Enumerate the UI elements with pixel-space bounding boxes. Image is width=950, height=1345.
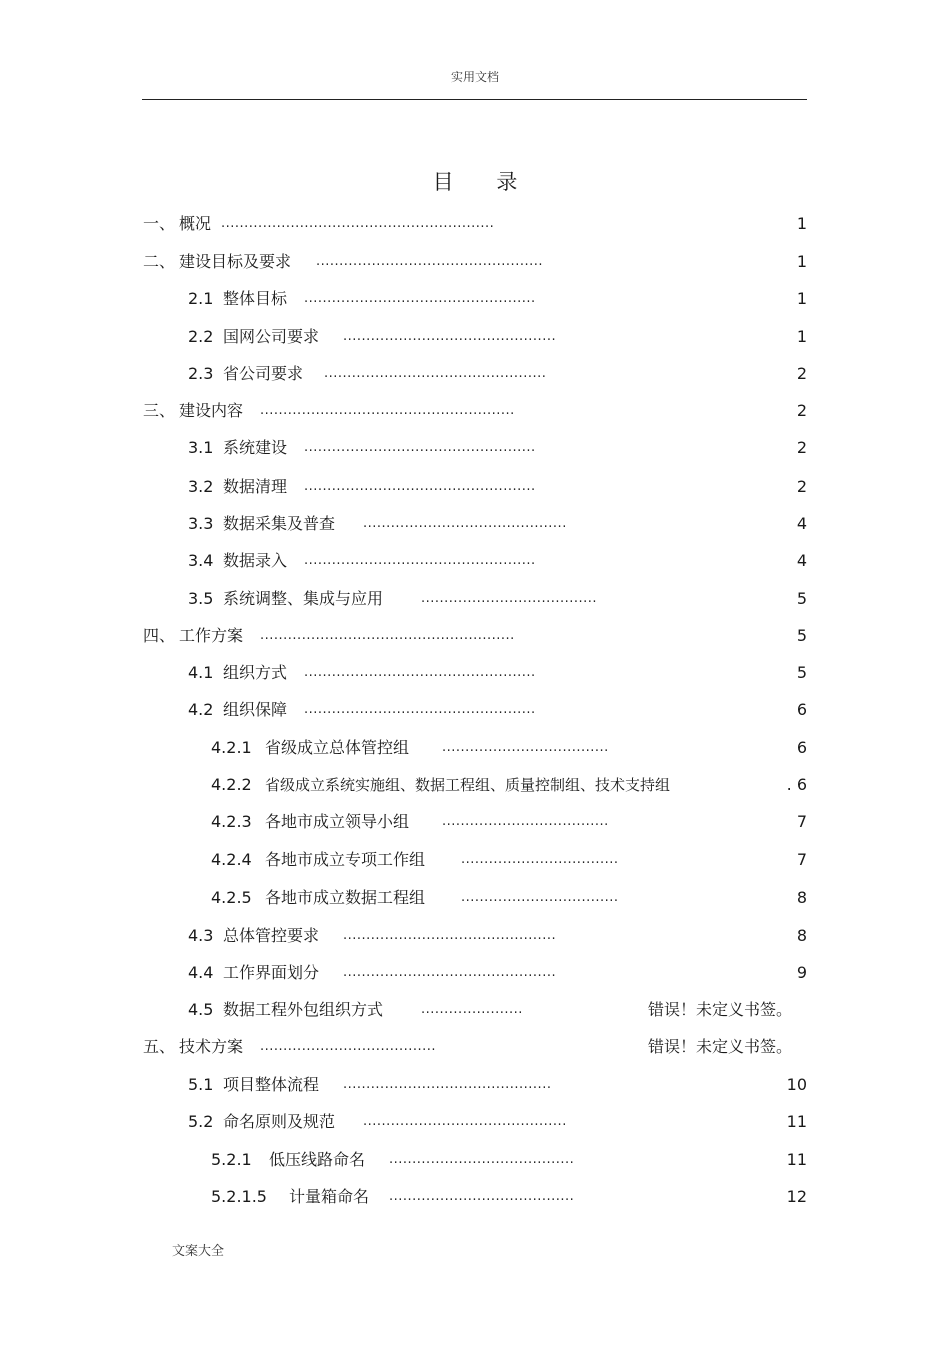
- toc-entry-number: 2.2: [188, 327, 214, 346]
- toc-entry-title: 工作界面划分: [223, 963, 320, 982]
- toc-entry-page: 4: [796, 514, 807, 533]
- toc-entry-page: 6: [796, 738, 807, 757]
- toc-entry-number: 5.2.1: [211, 1150, 252, 1169]
- toc-entry-number: 5.1: [188, 1075, 214, 1094]
- toc-entry-leader: ...........................................................: [221, 216, 495, 231]
- toc-entry-title: 项目整体流程: [223, 1075, 320, 1094]
- toc-entry-1[interactable]: [0, 212, 950, 236]
- toc-entry-title: 组织保障: [223, 700, 288, 719]
- toc-entry-leader: ............................................: [363, 516, 567, 531]
- toc-entry-5-1[interactable]: [0, 1073, 950, 1097]
- toc-entry-number: 4.2.5: [211, 888, 252, 907]
- toc-entry-leader: .......................................................: [260, 628, 515, 643]
- toc-entry-leader: ........................................: [389, 1152, 575, 1167]
- toc-entry-page: 1: [796, 214, 807, 233]
- toc-entry-4-2-1[interactable]: [0, 736, 950, 760]
- toc-title: 目 录: [432, 170, 536, 194]
- toc-entry-3-2[interactable]: [0, 475, 950, 499]
- toc-entry-4-4[interactable]: [0, 961, 950, 985]
- toc-entry-number: 3.5: [188, 589, 214, 608]
- toc-entry-leader: .......................................................: [260, 403, 515, 418]
- toc-entry-number: 一、: [143, 214, 176, 233]
- toc-entry-leader: ..................................................: [304, 665, 536, 680]
- toc-entry-leader: ..................................................: [304, 479, 536, 494]
- toc-entry-page: 4: [796, 551, 807, 570]
- toc-entry-page: 2: [796, 364, 807, 383]
- toc-entry-number: 4.2.2: [211, 775, 252, 794]
- toc-entry-title: 省级成立系统实施组、数据工程组、质量控制组、技术支持组: [265, 776, 671, 794]
- toc-entry-title: 省级成立总体管控组: [265, 738, 410, 757]
- toc-entry-5-2[interactable]: [0, 1110, 950, 1134]
- toc-entry-5-2-1[interactable]: [0, 1148, 950, 1172]
- toc-entry-page: . 6: [786, 775, 807, 794]
- toc-entry-page: 7: [796, 812, 807, 831]
- toc-entry-number: 4.3: [188, 926, 214, 945]
- toc-entry-page: 9: [796, 963, 807, 982]
- toc-entry-number: 三、: [143, 401, 176, 420]
- toc-entry-page: 10: [786, 1075, 807, 1094]
- toc-entry-title: 数据工程外包组织方式: [223, 1000, 384, 1019]
- toc-entry-page-error: 错误！未定义书签。: [647, 1037, 792, 1056]
- toc-entry-page: 2: [796, 438, 807, 457]
- toc-entry-number: 五、: [143, 1037, 176, 1056]
- toc-entry-4-3[interactable]: [0, 924, 950, 948]
- toc-entry-page: 2: [796, 477, 807, 496]
- toc-entry-page: 8: [796, 888, 807, 907]
- toc-entry-number: 2.1: [188, 289, 214, 308]
- toc-entry-title: 命名原则及规范: [223, 1112, 336, 1131]
- toc-entry-page: 8: [796, 926, 807, 945]
- toc-entry-leader: .................................................: [316, 254, 543, 269]
- toc-entry-leader: ..................................................: [304, 702, 536, 717]
- toc-entry-page: 6: [796, 700, 807, 719]
- toc-entry-4-2-2[interactable]: [0, 773, 950, 797]
- toc-entry-leader: ........................................: [389, 1189, 575, 1204]
- toc-entry-title: 工作方案: [179, 626, 244, 645]
- toc-entry-leader: ....................................: [442, 740, 609, 755]
- page-footer: 文案大全: [172, 1244, 225, 1259]
- toc-entry-number: 4.4: [188, 963, 214, 982]
- toc-entry-title: 各地市成立数据工程组: [265, 888, 426, 907]
- toc-entry-page: 1: [796, 327, 807, 346]
- toc-entry-4-2-5[interactable]: [0, 886, 950, 910]
- toc-entry-4-2-3[interactable]: [0, 810, 950, 834]
- page-header: 实用文档: [450, 70, 499, 84]
- toc-entry-2-1[interactable]: [0, 287, 950, 311]
- toc-entry-number: 5.2.1.5: [211, 1187, 267, 1206]
- toc-entry-5-2-1-5[interactable]: [0, 1185, 950, 1209]
- toc-entry-page-error: 错误！未定义书签。: [647, 1000, 792, 1019]
- toc-entry-leader: ............................................: [363, 1114, 567, 1129]
- toc-entry-number: 5.2: [188, 1112, 214, 1131]
- toc-entry-4[interactable]: [0, 624, 950, 648]
- toc-entry-number: 3.3: [188, 514, 214, 533]
- toc-entry-leader: ..............................................: [343, 965, 557, 980]
- toc-entry-3-3[interactable]: [0, 512, 950, 536]
- toc-entry-title: 数据清理: [223, 477, 288, 496]
- toc-entry-3-4[interactable]: [0, 549, 950, 573]
- toc-entry-number: 4.2.1: [211, 738, 252, 757]
- toc-entry-title: 各地市成立领导小组: [265, 812, 410, 831]
- toc-entry-number: 3.2: [188, 477, 214, 496]
- toc-entry-title: 数据采集及普查: [223, 514, 336, 533]
- toc-entry-4-2[interactable]: [0, 698, 950, 722]
- toc-entry-title: 组织方式: [223, 663, 288, 682]
- toc-entry-title: 技术方案: [179, 1037, 244, 1056]
- toc-entry-number: 4.5: [188, 1000, 214, 1019]
- toc-entry-number: 4.2.3: [211, 812, 252, 831]
- toc-entry-leader: ......................: [421, 1002, 523, 1017]
- toc-entry-page: 5: [796, 626, 807, 645]
- toc-entry-page: 11: [786, 1150, 807, 1169]
- toc-entry-leader: ..................................: [461, 890, 619, 905]
- toc-entry-4-2-4[interactable]: [0, 848, 950, 872]
- toc-entry-page: 5: [796, 663, 807, 682]
- toc-entry-title: 数据录入: [223, 551, 288, 570]
- toc-entry-leader: ......................................: [421, 591, 598, 606]
- toc-entry-4-1[interactable]: [0, 661, 950, 685]
- toc-entry-2[interactable]: [0, 250, 950, 274]
- toc-entry-page: 7: [796, 850, 807, 869]
- toc-entry-title: 总体管控要求: [223, 926, 320, 945]
- toc-entry-title: 概况: [179, 214, 212, 233]
- toc-entry-leader: ..............................................: [343, 329, 557, 344]
- toc-entry-number: 四、: [143, 626, 176, 645]
- toc-entry-page: 12: [786, 1187, 807, 1206]
- toc-entry-2-2[interactable]: [0, 325, 950, 349]
- toc-entry-title: 低压线路命名: [269, 1150, 366, 1169]
- toc-entry-leader: ..................................: [461, 852, 619, 867]
- toc-entry-title: 整体目标: [223, 289, 288, 308]
- toc-entry-page: 11: [786, 1112, 807, 1131]
- toc-entry-leader: ..................................................: [304, 553, 536, 568]
- toc-entry-title: 计量箱命名: [289, 1187, 370, 1206]
- toc-entry-leader: ..................................................: [304, 291, 536, 306]
- toc-entry-3[interactable]: [0, 399, 950, 423]
- toc-entry-number: 4.1: [188, 663, 214, 682]
- toc-entry-page: 1: [796, 252, 807, 271]
- toc-entry-title: 建设目标及要求: [179, 252, 292, 271]
- toc-entry-number: 2.3: [188, 364, 214, 383]
- toc-entry-5[interactable]: [0, 1035, 950, 1059]
- toc-entry-page: 2: [796, 401, 807, 420]
- toc-entry-title: 系统建设: [223, 438, 288, 457]
- toc-entry-page: 5: [796, 589, 807, 608]
- toc-entry-leader: ..............................................: [343, 928, 557, 943]
- toc-entry-title: 系统调整、集成与应用: [223, 589, 384, 608]
- toc-entry-4-5[interactable]: [0, 998, 950, 1022]
- toc-entry-number: 4.2.4: [211, 850, 252, 869]
- toc-entry-leader: ....................................: [442, 814, 609, 829]
- toc-entry-leader: ..................................................: [304, 440, 536, 455]
- toc-entry-number: 4.2: [188, 700, 214, 719]
- toc-entry-title: 各地市成立专项工作组: [265, 850, 426, 869]
- toc-entry-3-1[interactable]: [0, 436, 950, 460]
- toc-entry-title: 国网公司要求: [223, 327, 320, 346]
- toc-entry-title: 省公司要求: [223, 364, 304, 383]
- toc-entry-2-3[interactable]: [0, 362, 950, 386]
- toc-entry-leader: ......................................: [260, 1039, 437, 1054]
- toc-entry-number: 3.1: [188, 438, 214, 457]
- toc-entry-leader: .............................................: [343, 1077, 552, 1092]
- toc-entry-page: 1: [796, 289, 807, 308]
- toc-entry-title: 建设内容: [179, 401, 244, 420]
- toc-entry-number: 3.4: [188, 551, 214, 570]
- toc-entry-leader: ................................................: [324, 366, 547, 381]
- toc-entry-number: 二、: [143, 252, 176, 271]
- toc-entry-3-5[interactable]: [0, 587, 950, 611]
